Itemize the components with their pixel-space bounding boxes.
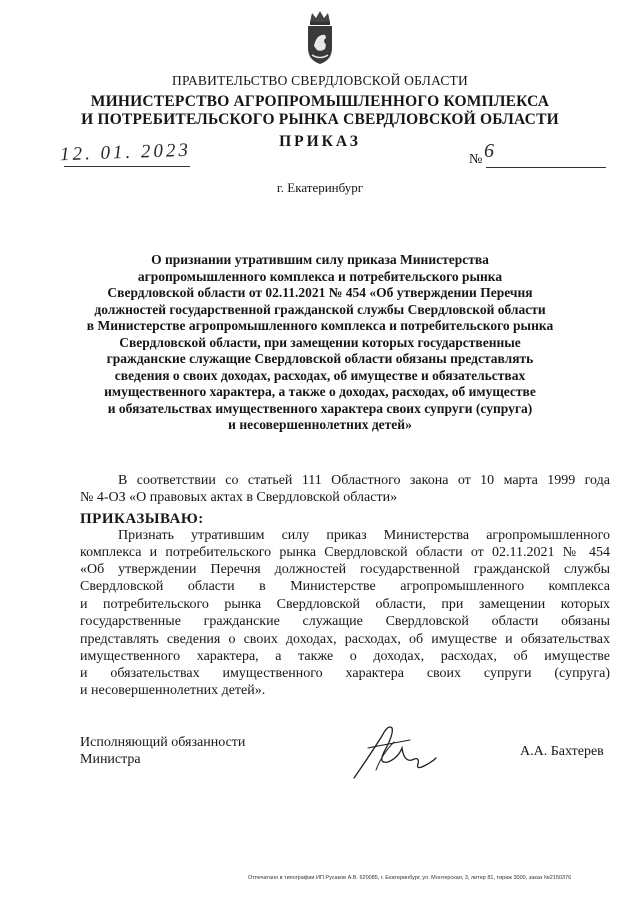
ministry-name-line-2: И ПОТРЕБИТЕЛЬСКОГО РЫНКА СВЕРДЛОВСКОЙ ОБЛАСТИ (81, 111, 559, 128)
coat-of-arms-icon (303, 8, 337, 66)
order-line: и обязательствах имущественного характера своих супруги (супруга) (80, 666, 610, 681)
preamble-line: № 4-ОЗ «О правовых актах в Свердловской области» (80, 490, 398, 505)
order-line: имущественного характера, а также о доходах, расходах, об имуществе (80, 649, 610, 664)
title-line: О признании утратившим силу приказа Министерства (151, 252, 489, 267)
order-line: и несовершеннолетних детей». (80, 683, 266, 698)
title-line: и обязательствах имущественного характера своих супруги (супруга) (107, 400, 533, 416)
order-line: «Об утверждении Перечня должностей государственной гражданской службы (80, 562, 610, 577)
number-underline (486, 167, 606, 168)
print-footer: Отпечатано в типографии ИП Русаков А.В. 620085, г. Екатеринбург, ул. Монтерская, 3, литер 81, тираж 3000, заказ №2150376 (248, 875, 572, 881)
title-line: имущественного характера, а также о доходах, расходах, об имуществе (104, 384, 536, 399)
number-label: № (469, 152, 483, 167)
title-line: агропромышленного комплекса и потребительского рынка (137, 268, 503, 284)
ministry-name-line-1: МИНИСТЕРСТВО АГРОПРОМЫШЛЕННОГО КОМПЛЕКСА (90, 93, 550, 110)
handwritten-signature (348, 718, 440, 784)
handwritten-date: 12. 01. 2023 (59, 139, 192, 166)
signer-title-line-2: Министра (80, 752, 141, 767)
title-line: и несовершеннолетних детей» (228, 417, 412, 432)
title-line: должностей государственной гражданской службы Свердловской области (94, 301, 546, 317)
handwritten-number: 6 (484, 140, 494, 162)
title-line: гражданские служащие Свердловской области обязаны представлять (106, 351, 534, 366)
title-line: сведения о своих доходах, расходах, об имуществе и обязательствах (114, 367, 526, 383)
document-type: ПРИКАЗ (279, 133, 361, 150)
city: г. Екатеринбург (276, 180, 364, 195)
date-underline (64, 166, 190, 167)
document-title (0, 252, 640, 434)
government-name: ПРАВИТЕЛЬСТВО СВЕРДЛОВСКОЙ ОБЛАСТИ (172, 73, 468, 88)
order-line: Признать утратившим силу приказ Министерства агропромышленного (118, 528, 610, 543)
order-line: комплекса и потребительского рынка Свердловской области от 02.11.2021 № 454 (80, 545, 610, 560)
order-keyword: ПРИКАЗЫВАЮ: (80, 511, 204, 527)
order-line: Свердловской области в Министерстве агропромышленного комплекса (80, 579, 610, 594)
order-line: государственные гражданские служащие Свердловской области обязаны (80, 614, 610, 629)
title-line: Свердловской области от 02.11.2021 № 454 «Об утверждении Перечня (107, 285, 533, 300)
title-line: в Министерстве агропромышленного комплекса и потребительского рынка (86, 318, 554, 333)
order-line: и потребительского рынка Свердловской области, при замещении которых (80, 597, 610, 612)
order-line: представлять сведения о своих доходах, расходах, об имуществе и обязательствах (80, 632, 610, 647)
signer-title-line-1: Исполняющий обязанности (80, 735, 246, 750)
signer-name: А.А. Бахтерев (520, 744, 604, 759)
preamble-line: В соответствии со статьей 111 Областного закона от 10 марта 1999 года (118, 473, 610, 488)
title-line: Свердловской области, при замещении которых государственные (119, 334, 521, 350)
